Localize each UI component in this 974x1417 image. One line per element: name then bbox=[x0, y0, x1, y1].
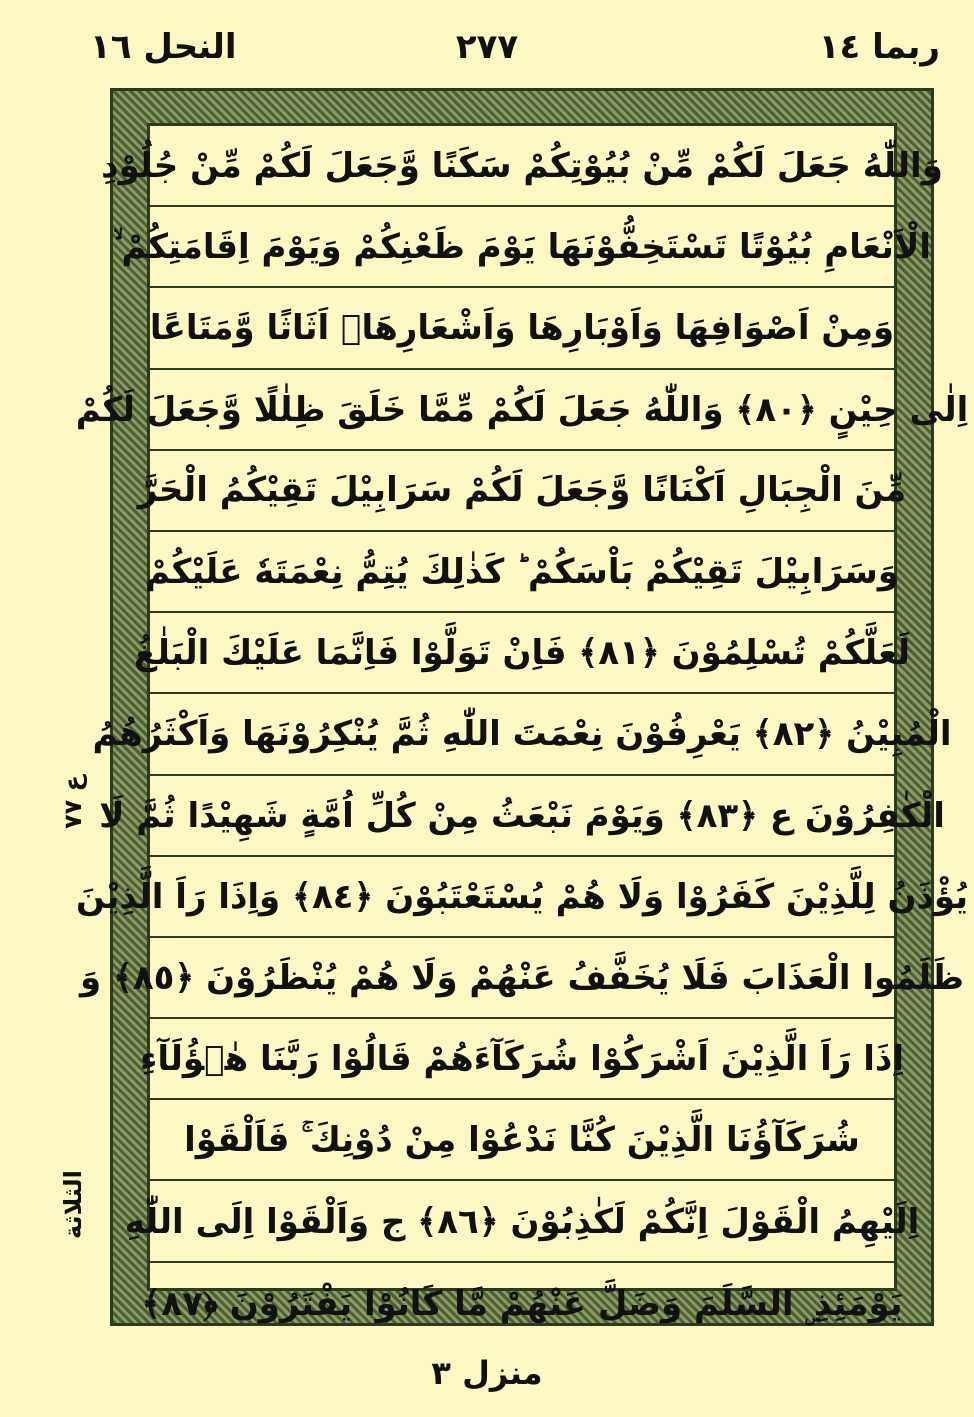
text-line-6: وَسَرَابِيْلَ تَقِيْكُمْ بَاْسَكُمْ ؕ كَذٰلِكَ يُتِمُّ نِعْمَتَهٗ عَلَيْكُمْ bbox=[150, 532, 894, 613]
juz-label: ربما ١٤ bbox=[818, 27, 940, 67]
quran-lines bbox=[75, 126, 969, 1324]
text-line-1: وَاللّٰهُ جَعَلَ لَكُمْ مِّنْ بُيُوْتِكُمْ سَكَنًا وَّجَعَلَ لَكُمْ مِّنْ جُلُوْدِ bbox=[150, 126, 894, 207]
text-line-7: لَعَلَّكُمْ تُسْلِمُوْنَ ﴿٨١﴾ فَاِنْ تَوَلَّوْا فَاِنَّمَا عَلَيْكَ الْبَلٰغُ bbox=[150, 613, 894, 694]
text-line-4: اِلٰى حِيْنٍ ﴿٨٠﴾ وَاللّٰهُ جَعَلَ لَكُمْ مِّمَّا خَلَقَ ظِلٰلًا وَّجَعَلَ لَكُمْ bbox=[150, 370, 894, 451]
text-line-15: يَوْمَئِذِ ۣ السَّلَمَ وَضَلَّ عَنْهُمْ مَّا كَانُوْا يَفْتَرُوْنَ ﴿٨٧﴾ bbox=[141, 1283, 903, 1324]
ruku-marker: ع ٧٧ bbox=[59, 774, 87, 829]
text-line-9: الْكٰفِرُوْنَ ع ﴿٨٣﴾ وَيَوْمَ نَبْعَثُ مِنْ كُلِّ اُمَّةٍ شَهِيْدًا ثُمَّ لَا bbox=[150, 776, 894, 857]
page-number: ٢٧٧ bbox=[455, 27, 519, 67]
text-line-2: الْاَنْعَامِ بُيُوْتًا تَسْتَخِفُّوْنَهَا يَوْمَ ظَعْنِكُمْ وَيَوْمَ اِقَامَتِكُمْ ۙ bbox=[150, 207, 894, 288]
thalatha-marker: الثلاثة bbox=[59, 1170, 87, 1239]
text-area bbox=[75, 123, 969, 1324]
manzil-footer: منزل ٣ bbox=[431, 1354, 543, 1392]
text-line-13: شُرَكَآؤُنَا الَّذِيْنَ كُنَّا نَدْعُوْا مِنْ دُوْنِكَ ۚ فَاَلْقَوْا bbox=[150, 1100, 894, 1181]
surah-label: النحل ١٦ bbox=[90, 27, 237, 67]
text-line-8: الْمُبِيْنُ ﴿٨٢﴾ يَعْرِفُوْنَ نِعْمَتَ اللّٰهِ ثُمَّ يُنْكِرُوْنَهَا وَاَكْثَرُهُمُ bbox=[150, 694, 894, 775]
text-line-3: وَمِنْ اَصْوَافِهَا وَاَوْبَارِهَا وَاَشْعَارِهَاۤ اَثَاثًا وَّمَتَاعًا bbox=[150, 288, 894, 369]
text-line-14: اِلَيْهِمُ الْقَوْلَ اِنَّكُمْ لَكٰذِبُوْنَ ﴿٨٦﴾ ج وَاَلْقَوْا اِلَى اللّٰهِ bbox=[150, 1181, 894, 1262]
page-border bbox=[75, 88, 969, 1326]
text-line-5: مِّنَ الْجِبَالِ اَكْنَانًا وَّجَعَلَ لَكُمْ سَرَابِيْلَ تَقِيْكُمُ الْحَرَّ bbox=[150, 451, 894, 532]
text-line-12: اِذَا رَاَ الَّذِيْنَ اَشْرَكُوْا شُرَكَآءَهُمْ قَالُوْا رَبَّنَا هٰۤؤُلَآءِ bbox=[150, 1019, 894, 1100]
text-line-11: ظَلَمُوا الْعَذَابَ فَلَا يُخَفَّفُ عَنْهُمْ وَلَا هُمْ يُنْظَرُوْنَ ﴿٨٥﴾ وَ bbox=[150, 938, 894, 1019]
text-line-10: يُؤْذَنُ لِلَّذِيْنَ كَفَرُوْا وَلَا هُمْ يُسْتَعْتَبُوْنَ ﴿٨٤﴾ وَاِذَا رَاَ الَّذِيْنَ bbox=[150, 857, 894, 938]
